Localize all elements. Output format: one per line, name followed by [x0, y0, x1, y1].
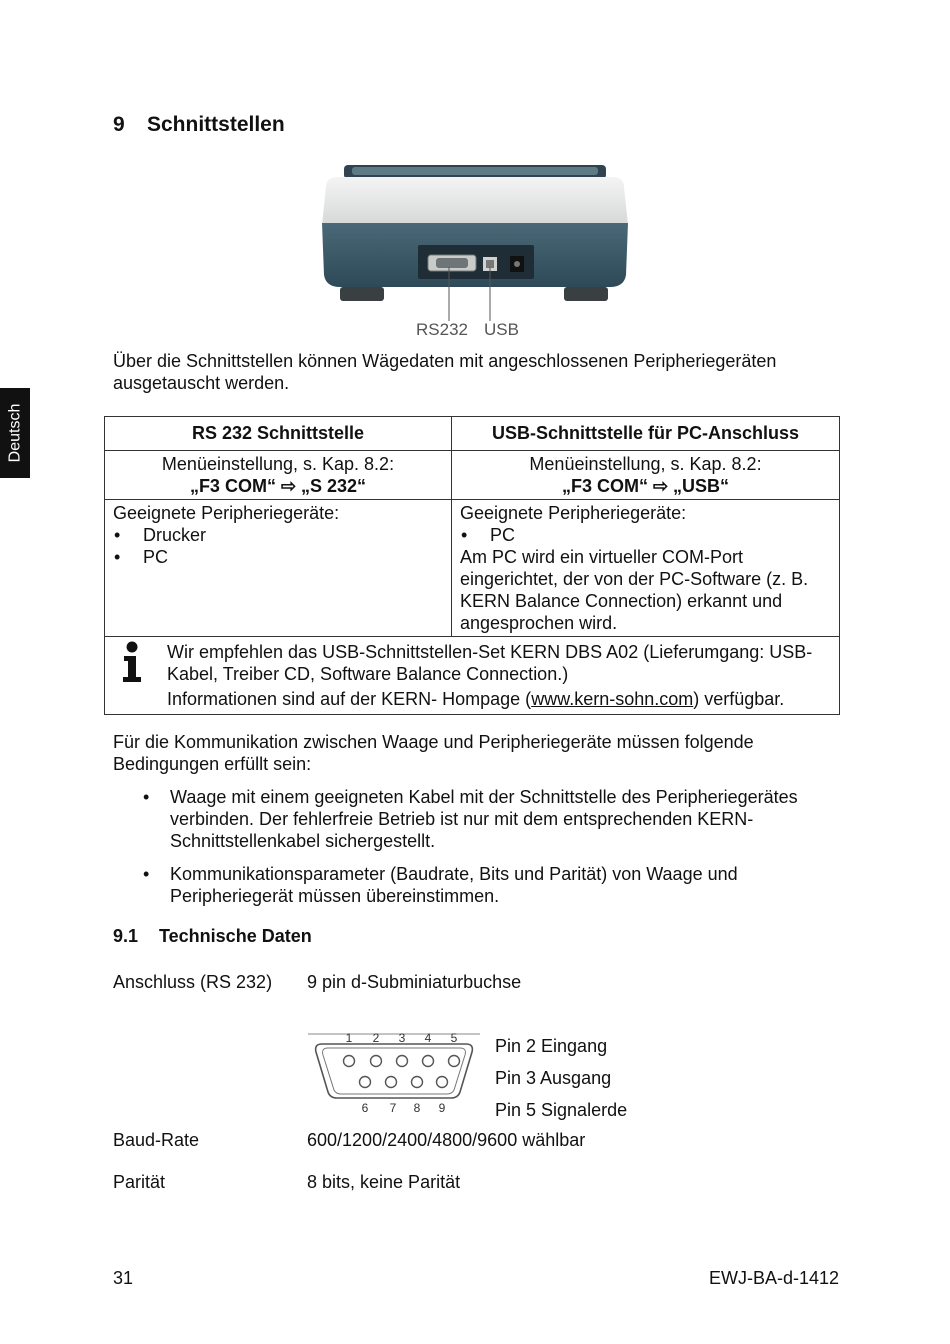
- intro-paragraph: Über die Schnittstellen können Wägedaten mit angeschlossenen Peripheriegeräten ausgetauscht werden.: [113, 351, 777, 393]
- usb-menu-setting: [452, 451, 840, 500]
- subsection-heading: [113, 926, 312, 947]
- baud-value: 600/1200/2400/4800/9600 wählbar: [307, 1130, 586, 1150]
- dsub9-connector-diagram: [308, 1030, 480, 1116]
- pin-number: 1: [345, 1031, 353, 1045]
- list-item: Pin 3 Ausgang: [495, 1068, 612, 1088]
- subsection-number: 9.1: [113, 926, 139, 946]
- info-note: [105, 637, 840, 715]
- rs232-devices: [105, 500, 452, 637]
- note-line2: Informationen sind auf der KERN- Hompage (www.kern-sohn.com) verfügbar.: [167, 689, 785, 709]
- page-number: 31: [113, 1268, 134, 1288]
- list-item: • PC: [461, 525, 516, 545]
- interface-table: [104, 416, 840, 715]
- conditions-intro: Für die Kommunikation zwischen Waage und Peripheriegeräte müssen folgende Bedingungen erfüllt sein:: [113, 732, 754, 774]
- usb-header: USB-Schnittstelle für PC-Anschluss: [452, 417, 840, 451]
- document-id: EWJ-BA-d-1412: [708, 1268, 839, 1288]
- baud-label: Baud-Rate: [113, 1130, 200, 1150]
- pin-assignment-list: [495, 1030, 627, 1126]
- list-item: Pin 5 Signalerde: [495, 1100, 628, 1120]
- usb-label: USB: [484, 320, 519, 339]
- section-heading: [113, 113, 285, 137]
- subsection-title: Technische Daten: [159, 926, 312, 946]
- list-item: • Waage mit einem geeigneten Kabel mit der Schnittstelle des Peripheriegerätes verbinden. Der fehlerfreie Betrieb ist nur mit dem entsprechenden KERN- Schnittstellenkabel sichergestellt.: [143, 786, 833, 852]
- usb-menu-path: „F3 COM“ ⇨ „USB“: [561, 476, 730, 496]
- scale-rear-photo: [318, 163, 634, 343]
- pin-number: 9: [438, 1101, 446, 1115]
- rs232-devices-title: Geeignete Peripheriegeräte:: [113, 503, 340, 523]
- list-item: • Kommunikationsparameter (Baudrate, Bits und Parität) von Waage und Peripheriegerät müssen übereinstimmen.: [143, 863, 833, 907]
- pin-number: 2: [372, 1031, 380, 1045]
- pin-number: 7: [389, 1101, 397, 1115]
- list-item: • Drucker: [114, 525, 207, 545]
- pin-number: 5: [450, 1031, 458, 1045]
- conditions-list: [143, 786, 833, 918]
- connection-label: Anschluss (RS 232): [113, 972, 273, 992]
- info-icon: [119, 641, 145, 683]
- note-line1: Wir empfehlen das USB-Schnittstellen-Set KERN DBS A02 (Lieferumgang: USB-Kabel, Treiber CD, Software Balance Connection.): [167, 642, 813, 684]
- rs232-menu-line1: Menüeinstellung, s. Kap. 8.2:: [161, 454, 395, 474]
- pin-number: 6: [361, 1101, 369, 1115]
- section-number: 9: [113, 113, 125, 136]
- rs232-label: RS232: [416, 320, 468, 339]
- rs232-menu-path: „F3 COM“ ⇨ „S 232“: [189, 476, 367, 496]
- pin-number: 4: [424, 1031, 432, 1045]
- connection-value: 9 pin d-Subminiaturbuchse: [307, 972, 522, 992]
- usb-menu-line1: Menüeinstellung, s. Kap. 8.2:: [529, 454, 762, 474]
- language-side-tab: [0, 388, 30, 478]
- parity-value: 8 bits, keine Parität: [307, 1172, 461, 1192]
- usb-description: Am PC wird ein virtueller COM-Port eingerichtet, der von der PC-Software (z. B. KERN Balance Connection) erkannt und angesprochen wird.: [460, 547, 809, 633]
- language-label: Deutsch: [6, 403, 24, 463]
- parity-label: Parität: [113, 1172, 166, 1192]
- pin-number: 8: [413, 1101, 421, 1115]
- usb-devices-title: Geeignete Peripheriegeräte:: [460, 503, 687, 523]
- pin-number: 3: [398, 1031, 406, 1045]
- kern-website-link[interactable]: www.kern-sohn.com: [531, 689, 694, 709]
- rs232-menu-setting: [105, 451, 452, 500]
- usb-devices: [452, 500, 840, 637]
- section-title: Schnittstellen: [147, 113, 285, 136]
- list-item: Pin 2 Eingang: [495, 1036, 608, 1056]
- rs232-header: RS 232 Schnittstelle: [105, 417, 452, 451]
- list-item: • PC: [114, 547, 169, 567]
